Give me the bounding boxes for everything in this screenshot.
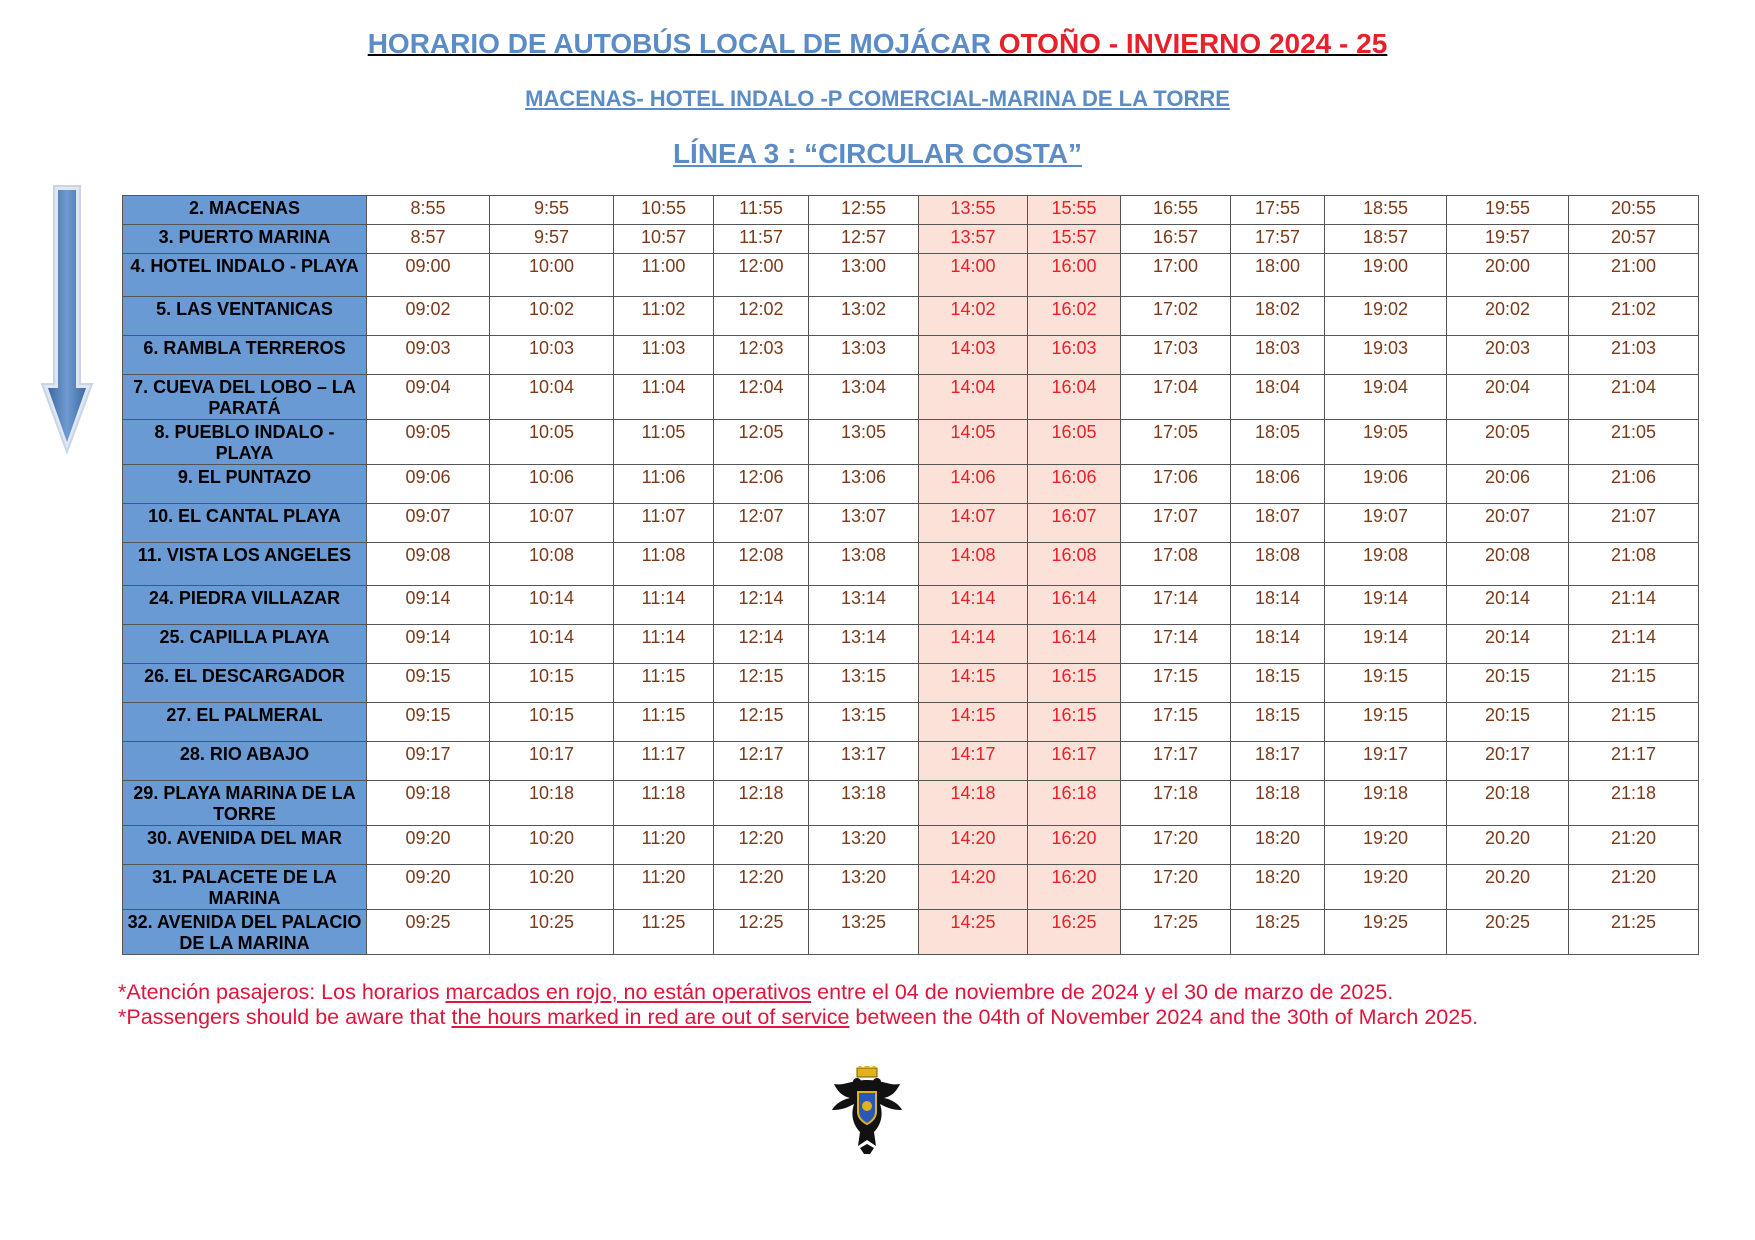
departure-time: 20.20 [1447, 826, 1569, 865]
departure-time: 18:03 [1231, 336, 1325, 375]
departure-time: 12:55 [809, 196, 919, 225]
down-arrow-icon [40, 184, 94, 454]
departure-time: 10:05 [490, 420, 614, 465]
departure-time: 16:20 [1028, 826, 1121, 865]
departure-time: 20:03 [1447, 336, 1569, 375]
departure-time: 12:20 [714, 826, 809, 865]
departure-time: 16:57 [1121, 225, 1231, 254]
departure-time: 14:17 [919, 742, 1028, 781]
departure-time: 17:04 [1121, 375, 1231, 420]
departure-time: 19:15 [1325, 664, 1447, 703]
departure-time: 15:55 [1028, 196, 1121, 225]
departure-time: 17:25 [1121, 910, 1231, 955]
note-es-underlined: marcados en rojo, no están operativos [445, 980, 812, 1004]
departure-time: 20:05 [1447, 420, 1569, 465]
departure-time: 18:57 [1325, 225, 1447, 254]
departure-time: 14:18 [919, 781, 1028, 826]
departure-time: 12:17 [714, 742, 809, 781]
table-row [123, 465, 1699, 504]
departure-time: 20:15 [1447, 703, 1569, 742]
stop-name: 3. PUERTO MARINA [123, 225, 367, 254]
departure-time: 18:20 [1231, 865, 1325, 910]
departure-time: 14:20 [919, 826, 1028, 865]
departure-time: 14:14 [919, 625, 1028, 664]
departure-time: 15:57 [1028, 225, 1121, 254]
stop-name: 6. RAMBLA TERREROS [123, 336, 367, 375]
departure-time: 09:00 [367, 254, 490, 297]
stop-name: 4. HOTEL INDALO - PLAYA [123, 254, 367, 297]
departure-time: 16:07 [1028, 504, 1121, 543]
departure-time: 12:57 [809, 225, 919, 254]
departure-time: 13:03 [809, 336, 919, 375]
departure-time: 17:57 [1231, 225, 1325, 254]
departure-time: 21:14 [1569, 625, 1699, 664]
departure-time: 10:04 [490, 375, 614, 420]
stop-name: 25. CAPILLA PLAYA [123, 625, 367, 664]
table-row [123, 664, 1699, 703]
page-title [0, 28, 1755, 60]
departure-time: 10:20 [490, 865, 614, 910]
stop-name: 30. AVENIDA DEL MAR [123, 826, 367, 865]
stop-name: 10. EL CANTAL PLAYA [123, 504, 367, 543]
departure-time: 14:15 [919, 703, 1028, 742]
table-row [123, 225, 1699, 254]
departure-time: 21:02 [1569, 297, 1699, 336]
departure-time: 09:15 [367, 664, 490, 703]
departure-time: 09:14 [367, 586, 490, 625]
departure-time: 13:04 [809, 375, 919, 420]
departure-time: 12:04 [714, 375, 809, 420]
note-en-text: *Passengers should be aware that [118, 1005, 452, 1029]
title-main: HORARIO DE AUTOBÚS LOCAL DE MOJÁCAR [367, 28, 991, 59]
departure-time: 21:08 [1569, 543, 1699, 586]
departure-time: 18:55 [1325, 196, 1447, 225]
stop-name: 26. EL DESCARGADOR [123, 664, 367, 703]
departure-time: 09:06 [367, 465, 490, 504]
departure-time: 21:04 [1569, 375, 1699, 420]
departure-time: 09:25 [367, 910, 490, 955]
departure-time: 20:07 [1447, 504, 1569, 543]
note-es-text-end: entre el 04 de noviembre de 2024 y el 30 de marzo de 2025. [811, 980, 1394, 1004]
departure-time: 13:02 [809, 297, 919, 336]
departure-time: 20:00 [1447, 254, 1569, 297]
departure-time: 11:57 [714, 225, 809, 254]
departure-time: 11:03 [614, 336, 714, 375]
departure-time: 17:15 [1121, 664, 1231, 703]
departure-time: 09:03 [367, 336, 490, 375]
departure-time: 13:06 [809, 465, 919, 504]
stop-name: 2. MACENAS [123, 196, 367, 225]
departure-time: 21:15 [1569, 703, 1699, 742]
departure-time: 16:08 [1028, 543, 1121, 586]
departure-time: 19:03 [1325, 336, 1447, 375]
departure-time: 10:57 [614, 225, 714, 254]
departure-time: 17:18 [1121, 781, 1231, 826]
departure-time: 09:20 [367, 826, 490, 865]
departure-time: 21:00 [1569, 254, 1699, 297]
departure-time: 10:15 [490, 664, 614, 703]
departure-time: 11:08 [614, 543, 714, 586]
timetable [122, 195, 1699, 955]
route-subtitle: MACENAS- HOTEL INDALO -P COMERCIAL-MARINA DE LA TORRE [525, 86, 1230, 111]
departure-time: 17:00 [1121, 254, 1231, 297]
departure-time: 20:02 [1447, 297, 1569, 336]
departure-time: 12:18 [714, 781, 809, 826]
departure-time: 10:15 [490, 703, 614, 742]
departure-time: 12:15 [714, 703, 809, 742]
departure-time: 20.20 [1447, 865, 1569, 910]
departure-time: 18:18 [1231, 781, 1325, 826]
departure-time: 19:17 [1325, 742, 1447, 781]
departure-time: 12:00 [714, 254, 809, 297]
departure-time: 09:02 [367, 297, 490, 336]
stop-name: 32. AVENIDA DEL PALACIO DE LA MARINA [123, 910, 367, 955]
departure-time: 19:05 [1325, 420, 1447, 465]
table-row [123, 781, 1699, 826]
departure-time: 14:08 [919, 543, 1028, 586]
departure-time: 14:15 [919, 664, 1028, 703]
stop-name: 9. EL PUNTAZO [123, 465, 367, 504]
departure-time: 16:14 [1028, 586, 1121, 625]
departure-time: 12:06 [714, 465, 809, 504]
stop-name: 11. VISTA LOS ANGELES [123, 543, 367, 586]
stop-name: 27. EL PALMERAL [123, 703, 367, 742]
stop-name: 31. PALACETE DE LA MARINA [123, 865, 367, 910]
departure-time: 16:18 [1028, 781, 1121, 826]
departure-time: 17:20 [1121, 826, 1231, 865]
stop-name: 5. LAS VENTANICAS [123, 297, 367, 336]
table-row [123, 504, 1699, 543]
departure-time: 8:55 [367, 196, 490, 225]
departure-time: 12:08 [714, 543, 809, 586]
departure-time: 16:06 [1028, 465, 1121, 504]
departure-time: 17:03 [1121, 336, 1231, 375]
departure-time: 12:14 [714, 586, 809, 625]
departure-time: 09:17 [367, 742, 490, 781]
table-row [123, 196, 1699, 225]
departure-time: 14:00 [919, 254, 1028, 297]
departure-time: 17:05 [1121, 420, 1231, 465]
departure-time: 17:55 [1231, 196, 1325, 225]
departure-time: 21:06 [1569, 465, 1699, 504]
departure-time: 17:06 [1121, 465, 1231, 504]
departure-time: 16:04 [1028, 375, 1121, 420]
departure-time: 20:15 [1447, 664, 1569, 703]
departure-time: 12:02 [714, 297, 809, 336]
departure-time: 11:17 [614, 742, 714, 781]
departure-time: 13:07 [809, 504, 919, 543]
departure-time: 13:25 [809, 910, 919, 955]
departure-time: 19:06 [1325, 465, 1447, 504]
departure-time: 19:55 [1447, 196, 1569, 225]
departure-time: 19:20 [1325, 826, 1447, 865]
departure-time: 12:25 [714, 910, 809, 955]
departure-time: 21:20 [1569, 826, 1699, 865]
departure-time: 21:03 [1569, 336, 1699, 375]
departure-time: 18:25 [1231, 910, 1325, 955]
departure-time: 14:07 [919, 504, 1028, 543]
departure-time: 21:15 [1569, 664, 1699, 703]
departure-time: 19:14 [1325, 625, 1447, 664]
departure-time: 14:14 [919, 586, 1028, 625]
departure-time: 13:57 [919, 225, 1028, 254]
departure-time: 13:55 [919, 196, 1028, 225]
departure-time: 14:04 [919, 375, 1028, 420]
departure-time: 12:14 [714, 625, 809, 664]
departure-time: 12:15 [714, 664, 809, 703]
departure-time: 21:17 [1569, 742, 1699, 781]
departure-time: 11:55 [714, 196, 809, 225]
departure-time: 10:25 [490, 910, 614, 955]
departure-time: 16:55 [1121, 196, 1231, 225]
table-row [123, 375, 1699, 420]
table-row [123, 586, 1699, 625]
departure-time: 20:57 [1569, 225, 1699, 254]
departure-time: 10:17 [490, 742, 614, 781]
stop-name: 7. CUEVA DEL LOBO – LA PARATÁ [123, 375, 367, 420]
departure-time: 20:06 [1447, 465, 1569, 504]
departure-time: 10:14 [490, 586, 614, 625]
departure-time: 16:20 [1028, 865, 1121, 910]
departure-time: 09:15 [367, 703, 490, 742]
departure-time: 19:57 [1447, 225, 1569, 254]
stop-name: 28. RIO ABAJO [123, 742, 367, 781]
departure-time: 14:05 [919, 420, 1028, 465]
departure-time: 16:14 [1028, 625, 1121, 664]
departure-time: 17:20 [1121, 865, 1231, 910]
mojacar-coat-of-arms-icon [830, 1066, 904, 1156]
departure-time: 16:25 [1028, 910, 1121, 955]
stop-name: 29. PLAYA MARINA DE LA TORRE [123, 781, 367, 826]
stop-name: 24. PIEDRA VILLAZAR [123, 586, 367, 625]
departure-time: 20:55 [1569, 196, 1699, 225]
departure-time: 13:15 [809, 703, 919, 742]
note-english [118, 1005, 1478, 1030]
table-row [123, 543, 1699, 586]
departure-time: 19:00 [1325, 254, 1447, 297]
departure-time: 14:03 [919, 336, 1028, 375]
departure-time: 13:15 [809, 664, 919, 703]
departure-time: 12:03 [714, 336, 809, 375]
departure-time: 9:57 [490, 225, 614, 254]
departure-time: 09:18 [367, 781, 490, 826]
departure-time: 18:14 [1231, 625, 1325, 664]
departure-time: 18:15 [1231, 703, 1325, 742]
departure-time: 12:20 [714, 865, 809, 910]
departure-time: 14:25 [919, 910, 1028, 955]
departure-time: 20:04 [1447, 375, 1569, 420]
departure-time: 16:17 [1028, 742, 1121, 781]
departure-time: 21:20 [1569, 865, 1699, 910]
departure-time: 09:05 [367, 420, 490, 465]
departure-time: 21:05 [1569, 420, 1699, 465]
departure-time: 19:25 [1325, 910, 1447, 955]
departure-time: 11:15 [614, 664, 714, 703]
departure-time: 16:03 [1028, 336, 1121, 375]
departure-time: 13:14 [809, 586, 919, 625]
departure-time: 9:55 [490, 196, 614, 225]
departure-time: 10:08 [490, 543, 614, 586]
departure-time: 13:17 [809, 742, 919, 781]
departure-time: 20:14 [1447, 625, 1569, 664]
table-row [123, 703, 1699, 742]
departure-time: 19:04 [1325, 375, 1447, 420]
departure-time: 20:25 [1447, 910, 1569, 955]
departure-time: 19:18 [1325, 781, 1447, 826]
departure-time: 17:15 [1121, 703, 1231, 742]
departure-time: 18:17 [1231, 742, 1325, 781]
table-row [123, 420, 1699, 465]
departure-time: 16:15 [1028, 664, 1121, 703]
departure-time: 11:14 [614, 586, 714, 625]
departure-time: 10:07 [490, 504, 614, 543]
table-row [123, 336, 1699, 375]
departure-time: 10:00 [490, 254, 614, 297]
departure-time: 19:15 [1325, 703, 1447, 742]
departure-time: 11:00 [614, 254, 714, 297]
departure-time: 16:00 [1028, 254, 1121, 297]
departure-time: 17:17 [1121, 742, 1231, 781]
departure-time: 17:07 [1121, 504, 1231, 543]
departure-time: 09:08 [367, 543, 490, 586]
departure-time: 10:06 [490, 465, 614, 504]
departure-time: 11:20 [614, 826, 714, 865]
departure-time: 10:20 [490, 826, 614, 865]
departure-time: 21:18 [1569, 781, 1699, 826]
departure-time: 13:14 [809, 625, 919, 664]
stop-name: 8. PUEBLO INDALO - PLAYA [123, 420, 367, 465]
title-season: OTOÑO - INVIERNO 2024 - 25 [998, 28, 1388, 59]
departure-time: 11:18 [614, 781, 714, 826]
departure-time: 21:07 [1569, 504, 1699, 543]
service-notes [118, 980, 1478, 1030]
departure-time: 11:04 [614, 375, 714, 420]
departure-time: 14:20 [919, 865, 1028, 910]
departure-time: 20:14 [1447, 586, 1569, 625]
departure-time: 18:02 [1231, 297, 1325, 336]
table-row [123, 826, 1699, 865]
table-row [123, 742, 1699, 781]
departure-time: 18:08 [1231, 543, 1325, 586]
departure-time: 09:20 [367, 865, 490, 910]
departure-time: 13:20 [809, 826, 919, 865]
departure-time: 11:05 [614, 420, 714, 465]
departure-time: 11:02 [614, 297, 714, 336]
departure-time: 09:14 [367, 625, 490, 664]
departure-time: 19:08 [1325, 543, 1447, 586]
departure-time: 18:05 [1231, 420, 1325, 465]
departure-time: 18:20 [1231, 826, 1325, 865]
departure-time: 13:08 [809, 543, 919, 586]
departure-time: 10:02 [490, 297, 614, 336]
departure-time: 09:07 [367, 504, 490, 543]
departure-time: 11:06 [614, 465, 714, 504]
departure-time: 8:57 [367, 225, 490, 254]
departure-time: 17:02 [1121, 297, 1231, 336]
departure-time: 20:08 [1447, 543, 1569, 586]
departure-time: 20:18 [1447, 781, 1569, 826]
note-spanish [118, 980, 1478, 1005]
departure-time: 19:02 [1325, 297, 1447, 336]
departure-time: 13:00 [809, 254, 919, 297]
departure-time: 10:18 [490, 781, 614, 826]
departure-time: 18:00 [1231, 254, 1325, 297]
departure-time: 21:25 [1569, 910, 1699, 955]
departure-time: 18:06 [1231, 465, 1325, 504]
departure-time: 10:14 [490, 625, 614, 664]
departure-time: 11:25 [614, 910, 714, 955]
table-row [123, 625, 1699, 664]
departure-time: 17:08 [1121, 543, 1231, 586]
departure-time: 11:20 [614, 865, 714, 910]
departure-time: 11:14 [614, 625, 714, 664]
departure-time: 13:05 [809, 420, 919, 465]
departure-time: 18:04 [1231, 375, 1325, 420]
departure-time: 09:04 [367, 375, 490, 420]
line-title: LÍNEA 3 : “CIRCULAR COSTA” [672, 138, 1083, 169]
departure-time: 17:14 [1121, 625, 1231, 664]
table-row [123, 910, 1699, 955]
table-row [123, 254, 1699, 297]
note-es-text: *Atención pasajeros: Los horarios [118, 980, 446, 1004]
departure-time: 14:02 [919, 297, 1028, 336]
departure-time: 16:02 [1028, 297, 1121, 336]
departure-time: 16:15 [1028, 703, 1121, 742]
departure-time: 13:20 [809, 865, 919, 910]
departure-time: 11:15 [614, 703, 714, 742]
note-en-text-end: between the 04th of November 2024 and the 30th of March 2025. [849, 1005, 1479, 1029]
departure-time: 19:14 [1325, 586, 1447, 625]
departure-time: 21:14 [1569, 586, 1699, 625]
departure-time: 12:07 [714, 504, 809, 543]
departure-time: 19:20 [1325, 865, 1447, 910]
departure-time: 12:05 [714, 420, 809, 465]
departure-time: 18:07 [1231, 504, 1325, 543]
departure-time: 13:18 [809, 781, 919, 826]
table-row [123, 297, 1699, 336]
departure-time: 18:14 [1231, 586, 1325, 625]
departure-time: 11:07 [614, 504, 714, 543]
departure-time: 10:03 [490, 336, 614, 375]
departure-time: 18:15 [1231, 664, 1325, 703]
departure-time: 19:07 [1325, 504, 1447, 543]
timetable-body [123, 196, 1699, 955]
departure-time: 16:05 [1028, 420, 1121, 465]
departure-time: 10:55 [614, 196, 714, 225]
note-en-underlined: the hours marked in red are out of service [451, 1005, 850, 1029]
departure-time: 14:06 [919, 465, 1028, 504]
departure-time: 17:14 [1121, 586, 1231, 625]
departure-time: 20:17 [1447, 742, 1569, 781]
table-row [123, 865, 1699, 910]
